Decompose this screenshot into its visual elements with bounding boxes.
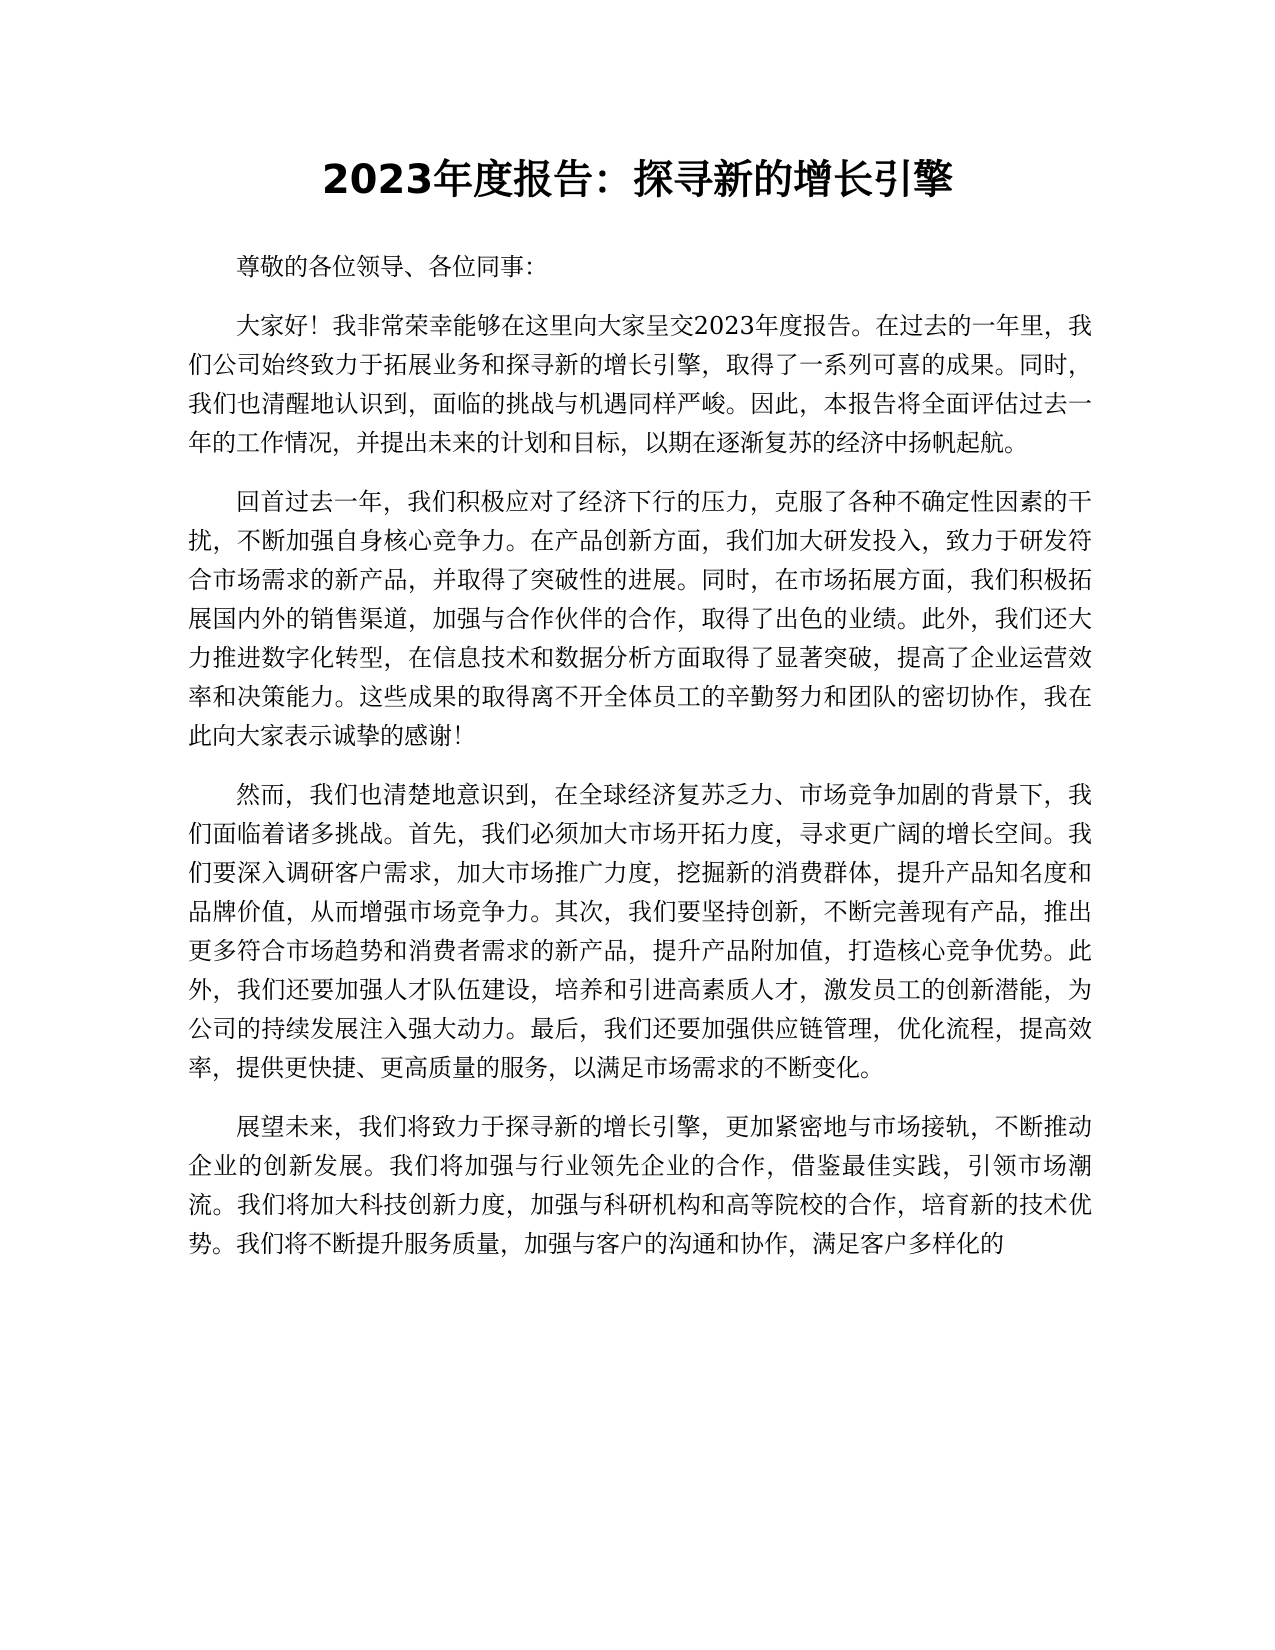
salutation-paragraph: 尊敬的各位领导、各位同事： [236, 253, 548, 281]
challenges-paragraph: 然而，我们也清楚地意识到，在全球经济复苏乏力、市场竞争加剧的背景下，我们面临着诸多挑战。首先，我们必须加大市场开拓力度，寻求更广阔的增长空间。我们要深入调研客户需求，加大市场推广力度，挖掘新的消费群体，提升产品知名度和品牌价值，从而增强市场竞争力。其次，我们要坚持创新，不断完善现有产品，推出更多符合市场趋势和消费者需求的新产品，提升产品附加值，打造核心竞争优势。此外，我们还要加强人才队伍建设，培养和引进高素质人才，激发员工的创新潜能，为公司的持续发展注入强大动力。最后，我们还要加强供应链管理，优化流程，提高效率，提供更快捷、更高质量的服务，以满足市场需求的不断变化。 [188, 781, 1092, 1082]
intro-paragraph: 大家好！我非常荣幸能够在这里向大家呈交2023年度报告。在过去的一年里，我们公司始终致力于拓展业务和探寻新的增长引擎，取得了一系列可喜的成果。同时，我们也清醒地认识到，面临的挑战与机遇同样严峻。因此，本报告将全面评估过去一年的工作情况，并提出未来的计划和目标，以期在逐渐复苏的经济中扬帆起航。 [188, 312, 1092, 457]
document-title: 2023年度报告：探寻新的增长引擎 [321, 157, 954, 203]
document-body [188, 248, 1092, 1284]
outlook-paragraph: 展望未来，我们将致力于探寻新的增长引擎，更加紧密地与市场接轨，不断推动企业的创新发展。我们将加强与行业领先企业的合作，借鉴最佳实践，引领市场潮流。我们将加大科技创新力度，加强与科研机构和高等院校的合作，培育新的技术优势。我们将不断提升服务质量，加强与客户的沟通和协作，满足客户多样化的 [188, 1113, 1092, 1258]
review-paragraph: 回首过去一年，我们积极应对了经济下行的压力，克服了各种不确定性因素的干扰，不断加强自身核心竞争力。在产品创新方面，我们加大研发投入，致力于研发符合市场需求的新产品，并取得了突破性的进展。同时，在市场拓展方面，我们积极拓展国内外的销售渠道，加强与合作伙伴的合作，取得了出色的业绩。此外，我们还大力推进数字化转型，在信息技术和数据分析方面取得了显著突破，提高了企业运营效率和决策能力。这些成果的取得离不开全体员工的辛勤努力和团队的密切协作，我在此向大家表示诚挚的感谢！ [188, 488, 1092, 750]
